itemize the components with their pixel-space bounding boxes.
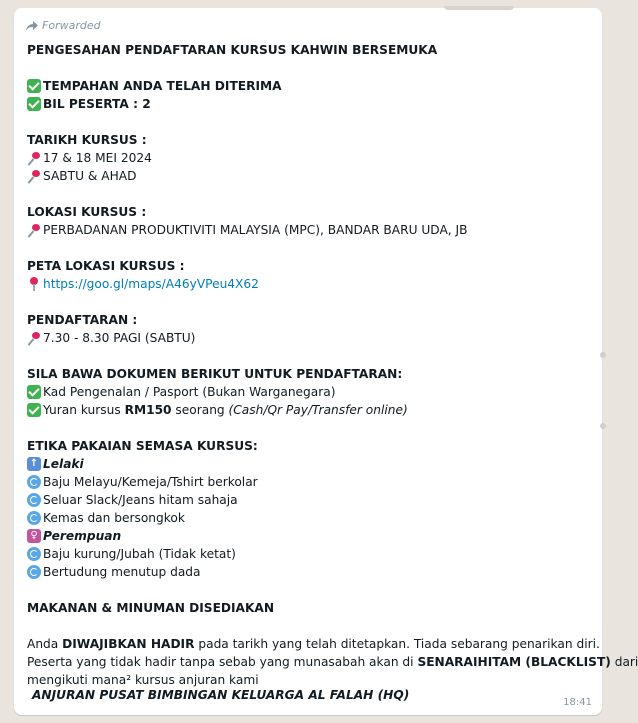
- confirm-line-1: TEMPAHAN ANDA TELAH DITERIMA: [43, 79, 282, 93]
- forward-arrow-icon: [26, 21, 38, 31]
- pushpin-icon: [27, 169, 41, 183]
- registration-heading: PENDAFTARAN :: [27, 313, 138, 327]
- registration-time: 7.30 - 8.30 PAGI (SABTU): [43, 331, 196, 345]
- cyclone-icon: [27, 511, 41, 525]
- notice-text-4: dari: [614, 655, 638, 669]
- date-line-2: SABTU & AHAD: [43, 169, 137, 183]
- documents-heading: SILA BAWA DOKUMEN BERIKUT UNTUK PENDAFTARAN:: [27, 367, 403, 381]
- message-timestamp: 18:41: [563, 697, 592, 708]
- check-mark-button-icon: [27, 97, 41, 111]
- notice-text-2: pada tarikh yang telah ditetapkan. Tiada sebarang penarikan diri.: [198, 637, 600, 651]
- cyclone-icon: [27, 565, 41, 579]
- organizer-line: ANJURAN PUSAT BIMBINGAN KELUARGA AL FALAH (HQ): [32, 688, 410, 702]
- check-mark-button-icon: [27, 385, 41, 399]
- check-mark-button-icon: [27, 403, 41, 417]
- notice-blacklist: SENARAIHITAM (BLACKLIST): [417, 655, 611, 669]
- female-label: Perempuan: [43, 529, 122, 543]
- message-bubble[interactable]: [14, 8, 638, 715]
- document-item-2-fee: RM150: [124, 403, 172, 417]
- map-link[interactable]: https://goo.gl/maps/A46yVPeu4X62: [43, 277, 259, 291]
- dress-heading: ETIKA PAKAIAN SEMASA KURSUS:: [27, 439, 258, 453]
- previous-message-edge: [444, 6, 514, 10]
- document-item-2-mid: seorang: [175, 403, 225, 417]
- location-text: PERBADANAN PRODUKTIVITI MALAYSIA (MPC), BANDAR BARU UDA, JB: [43, 223, 468, 237]
- cyclone-icon: [27, 475, 41, 489]
- date-line-1: 17 & 18 MEI 2024: [43, 151, 152, 165]
- notice-text-1: Anda: [27, 637, 59, 651]
- pushpin-icon: [27, 151, 41, 165]
- male-item-3: Kemas dan bersongkok: [43, 511, 185, 525]
- male-label: Lelaki: [43, 457, 84, 471]
- scroll-indicator: [600, 423, 606, 429]
- male-item-1: Baju Melayu/Kemeja/Tshirt berkolar: [43, 475, 258, 489]
- cyclone-icon: [27, 547, 41, 561]
- forwarded-label: Forwarded: [42, 19, 101, 32]
- date-heading: TARIKH KURSUS :: [27, 133, 147, 147]
- female-item-2: Bertudung menutup dada: [43, 565, 201, 579]
- round-pushpin-icon: [27, 277, 41, 291]
- message-text: [27, 41, 638, 689]
- pushpin-icon: [27, 331, 41, 345]
- female-item-1: Baju kurung/Jubah (Tidak ketat): [43, 547, 236, 561]
- food-notice: MAKANAN & MINUMAN DISEDIAKAN: [27, 601, 275, 615]
- male-sign-icon: ↑: [27, 457, 41, 471]
- notice-mandatory: DIWAJIBKAN HADIR: [62, 637, 195, 651]
- notice-text-5: mengikuti mana² kursus anjuran kami: [27, 673, 259, 687]
- check-mark-button-icon: [27, 79, 41, 93]
- document-item-2-payment: (Cash/Qr Pay/Transfer online): [228, 403, 408, 417]
- female-sign-icon: ♀: [27, 529, 41, 543]
- scroll-indicator: [600, 352, 606, 358]
- document-item-2-prefix: Yuran kursus: [43, 403, 121, 417]
- pushpin-icon: [27, 223, 41, 237]
- notice-text-3: Peserta yang tidak hadir tanpa sebab yang munasabah akan di: [27, 655, 414, 669]
- location-heading: LOKASI KURSUS :: [27, 205, 147, 219]
- message-title: PENGESAHAN PENDAFTARAN KURSUS KAHWIN BERSEMUKA: [27, 43, 438, 57]
- cyclone-icon: [27, 493, 41, 507]
- confirm-line-2: BIL PESERTA : 2: [43, 97, 151, 111]
- document-item-1: Kad Pengenalan / Pasport (Bukan Warganegara): [43, 385, 336, 399]
- forwarded-indicator: [26, 19, 101, 32]
- map-heading: PETA LOKASI KURSUS :: [27, 259, 185, 273]
- male-item-2: Seluar Slack/Jeans hitam sahaja: [43, 493, 238, 507]
